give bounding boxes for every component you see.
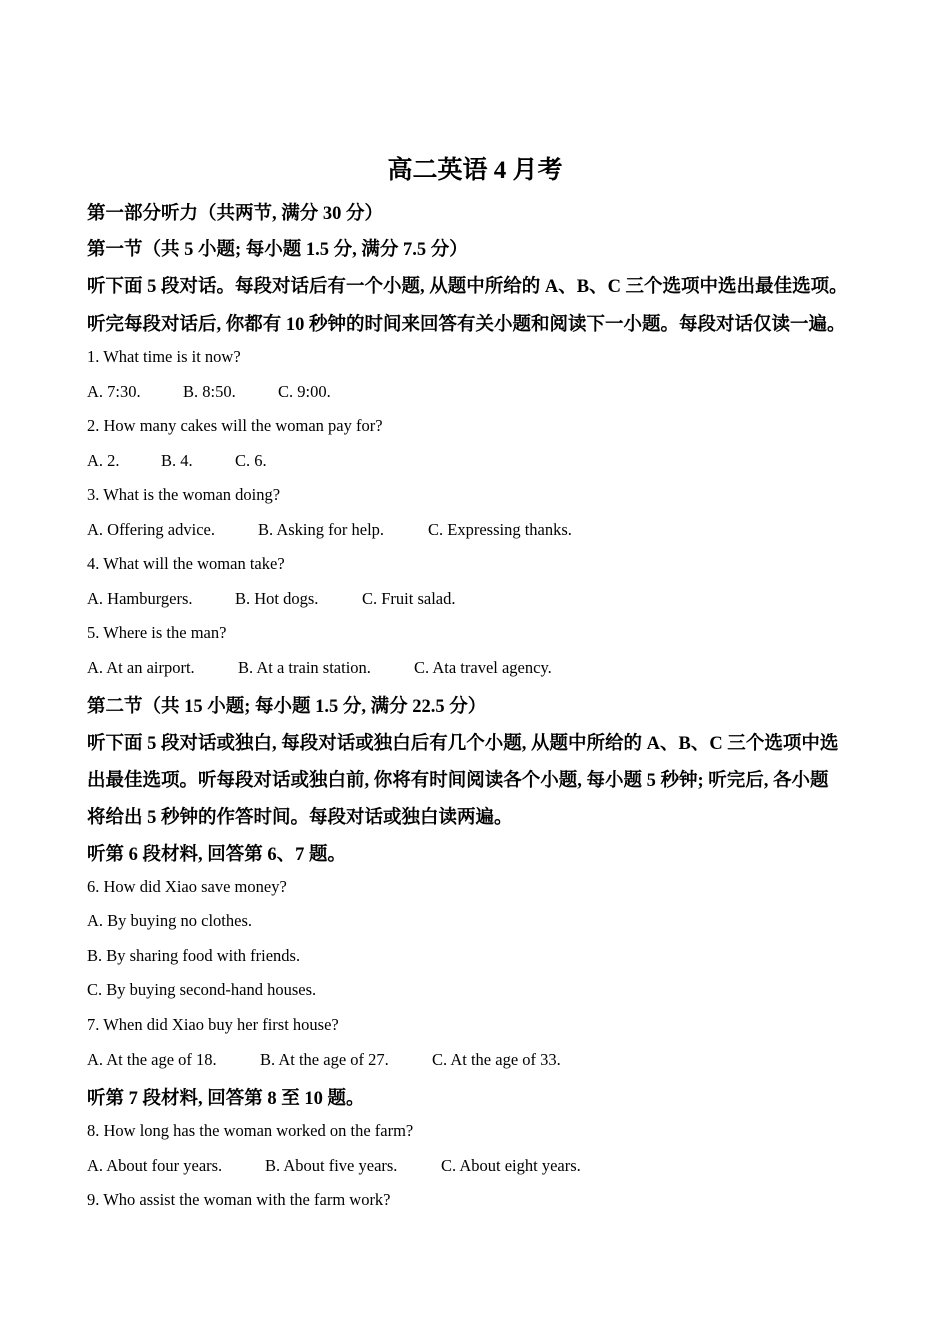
question-9: 9. Who assist the woman with the farm work? (87, 1190, 391, 1209)
option-a: A. 2. (87, 451, 120, 470)
question-1-options (87, 382, 331, 402)
option-c: C. Ata travel agency. (414, 658, 552, 677)
option-b: B. At the age of 27. (260, 1050, 389, 1069)
option-b: B. 4. (161, 451, 193, 470)
section2-heading: 第二节（共 15 小题; 每小题 1.5 分, 满分 22.5 分） (87, 697, 487, 717)
option-b: B. Asking for help. (258, 520, 385, 539)
question-7-options (87, 1050, 561, 1070)
option-b: B. 8:50. (183, 382, 236, 401)
option-a: A. About four years. (87, 1156, 223, 1175)
section2-instruction-line2: 出最佳选项。听每段对话或独白前, 你将有时间阅读各个小题, 每小题 5 秒钟; 听完后, 各小题 (87, 771, 829, 791)
option-c: C. Expressing thanks. (428, 520, 572, 539)
option-c: C. 6. (235, 451, 267, 470)
section1-instruction-line2: 听完每段对话后, 你都有 10 秒钟的时间来回答有关小题和阅读下一小题。每段对话仅读一遍。 (87, 315, 846, 335)
question-6: 6. How did Xiao save money? (87, 877, 287, 896)
question-2-options (87, 451, 267, 471)
section1-instruction-line1: 听下面 5 段对话。每段对话后有一个小题, 从题中所给的 A、B、C 三个选项中选出最佳选项。 (87, 277, 848, 297)
option-c: C. Fruit salad. (362, 589, 456, 608)
question-3: 3. What is the woman doing? (87, 485, 281, 504)
section2-instruction-line3: 将给出 5 秒钟的作答时间。每段对话或独白读两遍。 (87, 808, 513, 828)
question-7: 7. When did Xiao buy her first house? (87, 1015, 339, 1034)
option-b: B. About five years. (265, 1156, 398, 1175)
question-6-option-b: B. By sharing food with friends. (87, 946, 301, 965)
question-5-options (87, 658, 552, 678)
page-title: 高二英语 4 月考 (387, 157, 563, 184)
question-3-options (87, 520, 572, 540)
question-6-option-a: A. By buying no clothes. (87, 911, 252, 930)
option-c: C. At the age of 33. (432, 1050, 561, 1069)
part1-heading: 第一部分听力（共两节, 满分 30 分） (87, 204, 384, 224)
option-b: B. Hot dogs. (235, 589, 319, 608)
question-4-options (87, 589, 456, 609)
question-6-option-c: C. By buying second-hand houses. (87, 980, 317, 999)
section1-heading: 第一节（共 5 小题; 每小题 1.5 分, 满分 7.5 分） (87, 240, 468, 260)
material-7-heading: 听第 7 段材料, 回答第 8 至 10 题。 (87, 1089, 365, 1109)
option-c: C. About eight years. (441, 1156, 581, 1175)
question-8-options (87, 1156, 581, 1176)
option-a: A. Hamburgers. (87, 589, 193, 608)
option-a: A. At an airport. (87, 658, 195, 677)
option-b: B. At a train station. (238, 658, 371, 677)
section2-instruction-line1: 听下面 5 段对话或独白, 每段对话或独白后有几个小题, 从题中所给的 A、B、C 三个选项中选 (87, 734, 839, 754)
question-8: 8. How long has the woman worked on the farm? (87, 1121, 414, 1140)
material-6-heading: 听第 6 段材料, 回答第 6、7 题。 (87, 845, 347, 865)
option-a: A. 7:30. (87, 382, 141, 401)
question-1: 1. What time is it now? (87, 347, 241, 366)
question-2: 2. How many cakes will the woman pay for? (87, 416, 383, 435)
question-5: 5. Where is the man? (87, 623, 227, 642)
option-a: A. Offering advice. (87, 520, 215, 539)
option-c: C. 9:00. (278, 382, 331, 401)
option-a: A. At the age of 18. (87, 1050, 217, 1069)
question-4: 4. What will the woman take? (87, 554, 285, 573)
